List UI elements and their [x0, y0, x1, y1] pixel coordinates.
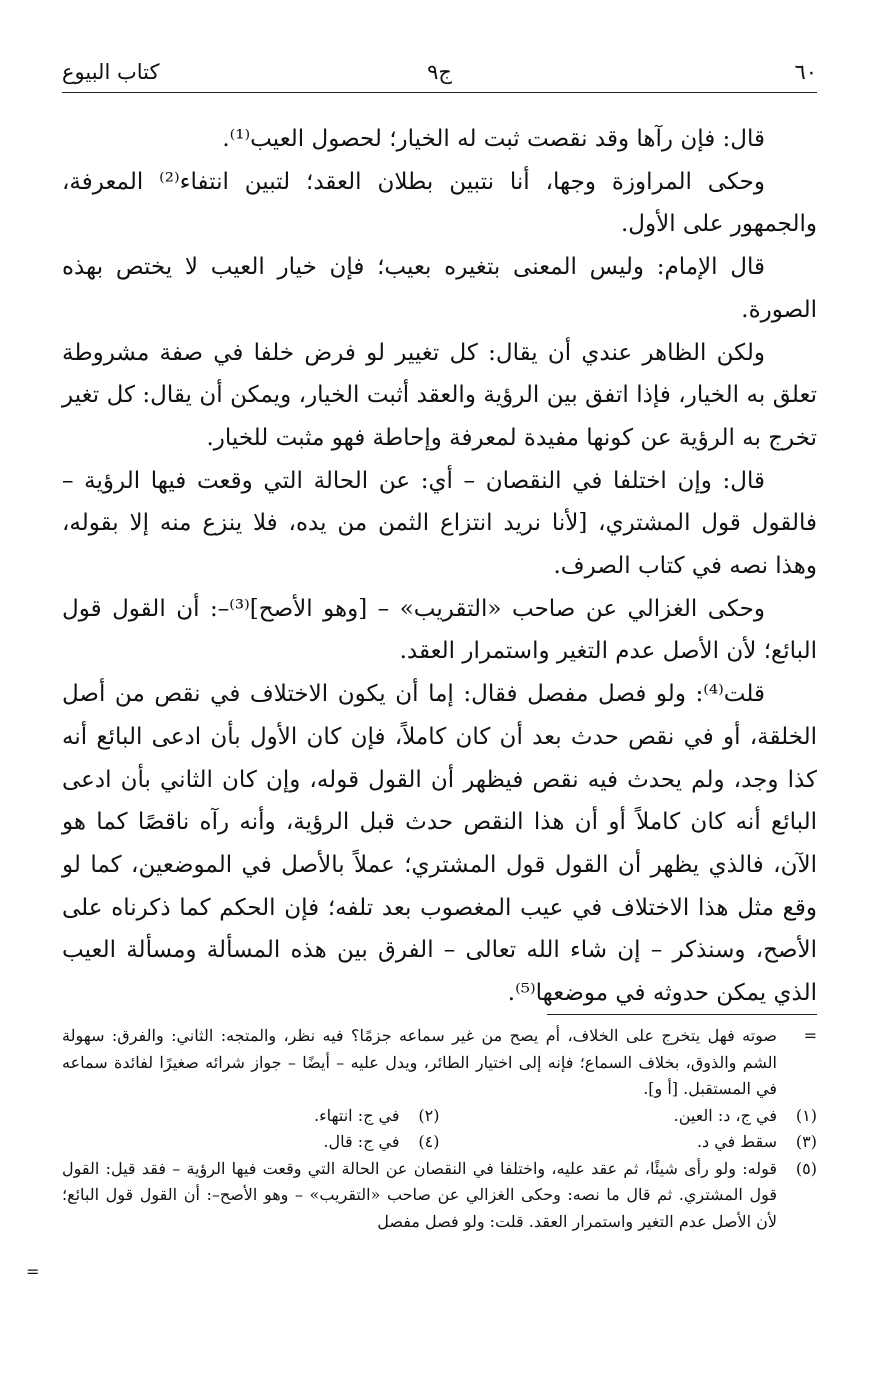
- footnote-separator: [547, 1014, 817, 1015]
- footnote: [62, 1103, 440, 1130]
- footnotes: [62, 1023, 817, 1235]
- footnote-number: (٢): [418, 1105, 440, 1125]
- footnote: [440, 1129, 818, 1156]
- volume-label: ج٩: [427, 60, 452, 84]
- footnote-pair: [62, 1129, 817, 1156]
- book-title: كتاب البيوع: [62, 60, 160, 84]
- footnote-number: (١): [795, 1105, 817, 1125]
- next-page-continuation-mark: =: [26, 1262, 40, 1281]
- footnote-number: (٥): [795, 1158, 817, 1178]
- footnote: [62, 1156, 817, 1236]
- footnote: [440, 1103, 818, 1130]
- footnote-text: في ج، د: العين.: [673, 1105, 777, 1125]
- footnote-text: سقط في د.: [696, 1132, 777, 1151]
- footnote-number: (٣): [795, 1132, 817, 1151]
- running-header: [62, 58, 817, 93]
- paragraph: قال: فإن رآها وقد نقصت ثبت له الخيار؛ لحصول العيب⁽¹⁾.: [222, 126, 765, 152]
- paragraph: وحكى المراوزة وجها، أنا نتبين بطلان العقد؛ لتبين انتفاء⁽²⁾ المعرفة، والجمهور على الأول.: [62, 168, 817, 238]
- main-text: [62, 118, 817, 1015]
- footnote: [62, 1129, 440, 1156]
- page-number: ٦٠: [794, 60, 817, 84]
- footnote-pair: [62, 1103, 817, 1130]
- paragraph: قلت⁽⁴⁾: ولو فصل مفصل فقال: إما أن يكون الاختلاف في نقص من أصل الخلقة، أو في نقص حدث بعد أن كان كاملاً، فإن كان الأول بأن ادعى البائع أنه كذا وجد، ولم يحدث فيه نقص فيظهر أن القول قوله، وإن كان الثاني بأن ادعى البائع أنه كان كاملاً أو أن هذا النقص حدث قبل الرؤية، وأنه رآه ناقصًا كما هو الآن، فالذي يظهر أن القول قول المشتري؛ عملاً بالأصل في الموضعين، كما لو وقع مثل هذا الاختلاف في عيب المغصوب بعد تلفه؛ فإن الحكم كما ذكرناه على الأصح، وسنذكر – إن شاء الله تعالى – الفرق بين هذه المسألة ومسألة العيب الذي يمكن حدوثه في موضعها⁽⁵⁾.: [62, 681, 817, 1007]
- paragraph: قال الإمام: وليس المعنى بتغيره بعيب؛ فإن خيار العيب لا يختص بهذه الصورة.: [62, 254, 817, 323]
- footnote-continuation: [62, 1023, 817, 1103]
- paragraph: وحكى الغزالي عن صاحب «التقريب» – [وهو الأصح]⁽³⁾–: أن القول قول البائع؛ لأن الأصل عدم التغير واستمرار العقد.: [62, 595, 817, 665]
- paragraph: ولكن الظاهر عندي أن يقال: كل تغيير لو فرض خلفا في صفة مشروطة تعلق به الخيار، فإذا اتفق بين الرؤية والعقد أثبت الخيار، ويمكن أن يقال: كل تغير تخرج به الرؤية عن كونها مفيدة لمعرفة وإحاطة فهو مثبت للخيار.: [62, 339, 817, 451]
- footnote-text: في ج: انتهاء.: [314, 1105, 400, 1125]
- footnote-number: (٤): [418, 1132, 440, 1151]
- footnote-text: صوته فهل يتخرج على الخلاف، أم يصح من غير سماعه جزمًا؟ فيه نظر، والمتجه: الثاني: والفرق: سهولة الشم والذوق، بخلاف السماع؛ فإنه إلى اختيار الطائر، ويدل عليه – أيضًا – جواز شرائه صغيرًا لفائدة سماعه في المستقبل. [أ و].: [62, 1026, 777, 1098]
- footnote-text: قوله: ولو رأى شيئًا، ثم عقد عليه، واختلفا في النقصان عن الحالة التي وقعت فيها الرؤية – فقد قيل: القول قول المشتري. ثم قال ما نصه: وحكى الغزالي عن صاحب «التقريب» – وهو الأصح–: أن القول قول البائع؛ لأن الأصل عدم التغير واستمرار العقد. قلت: ولو فصل مفصل: [62, 1158, 778, 1231]
- footnote-text: في ج: قال.: [323, 1132, 400, 1151]
- continuation-mark: =: [803, 1026, 817, 1045]
- paragraph: قال: وإن اختلفا في النقصان – أي: عن الحالة التي وقعت فيها الرؤية – فالقول قول المشتري، [لأنا نريد انتزاع الثمن من يده، فلا ينزع منه إلا بقوله، وهذا نصه في كتاب الصرف.: [62, 467, 817, 580]
